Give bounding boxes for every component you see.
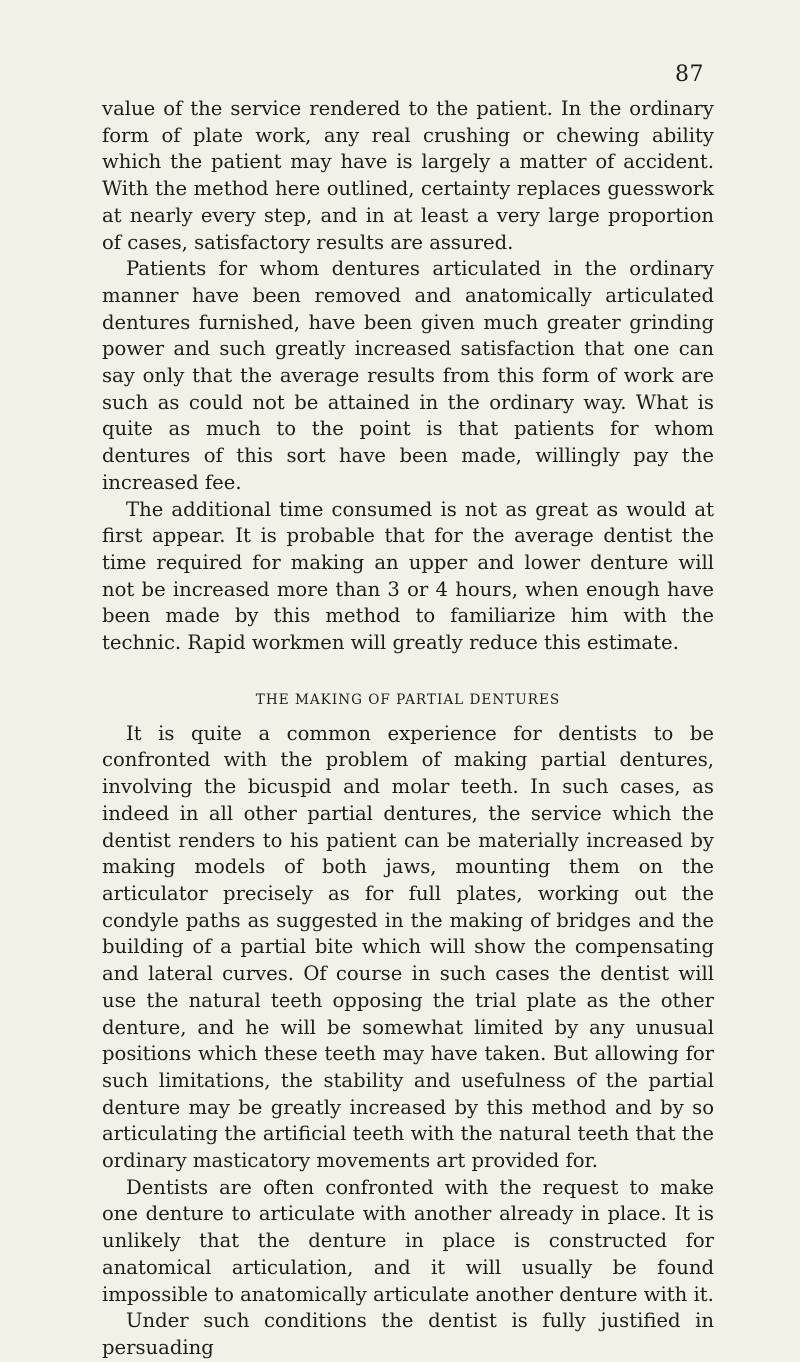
page-body [102,96,714,1362]
section-heading: THE MAKING OF PARTIAL DENTURES [255,691,561,708]
paragraph-6: Under such conditions the dentist is fully justified in persuading [102,1309,714,1359]
paragraph-4: It is quite a common experience for dentists to be confronted with the problem of making partial dentures, involving the bicuspid and molar teeth. In such cases, as indeed in all other partial dentures, the service which the dentist renders to his patient can be materially increased by making models of both jaws, mounting them on the articulator precisely as for full plates, working out the condyle paths as suggested in the making of bridges and the building of a partial bite which will show the compensating and lateral curves. Of course in such cases the dentist will use the natural teeth opposing the trial plate as the other denture, and he will be somewhat limited by any unusual positions which these teeth may have taken. But allowing for such limitations, the stability and usefulness of the partial denture may be greatly increased by this method and by so articulating the artificial teeth with the natural teeth that the ordinary masticatory movements art provided for. [102,721,714,1173]
paragraph-3: The additional time consumed is not as great as would at first appear. It is probable that for the average dentist the time required for making an upper and lower denture will not be increased more than 3 or 4 hours, when enough have been made by this method to familiarize him with the technic. Rapid workmen will greatly reduce this estimate. [102,497,714,655]
paragraph-2: Patients for whom dentures articulated in the ordinary manner have been removed and anatomically articulated dentures furnished, have been given much greater grinding power and such greatly increased satisfaction that one can say only that the average results from this form of work are such as could not be attained in the ordinary way. What is quite as much to the point is that patients for whom dentures of this sort have been made, willingly pay the increased fee. [102,257,714,494]
paragraph-5: Dentists are often confronted with the request to make one denture to articulate with another already in place. It is unlikely that the denture in place is constructed for anatomical articulation, and it will usually be found impossible to anatomically articulate another denture with it. [102,1175,714,1306]
paragraph-1: value of the service rendered to the patient. In the ordinary form of plate work, any real crushing or chewing ability which the patient may have is largely a matter of accident. With the method here outlined, certainty replaces guesswork at nearly every step, and in at least a very large proportion of cases, satisfactory results are assured. [102,97,714,254]
page-number: 87 [675,62,704,87]
